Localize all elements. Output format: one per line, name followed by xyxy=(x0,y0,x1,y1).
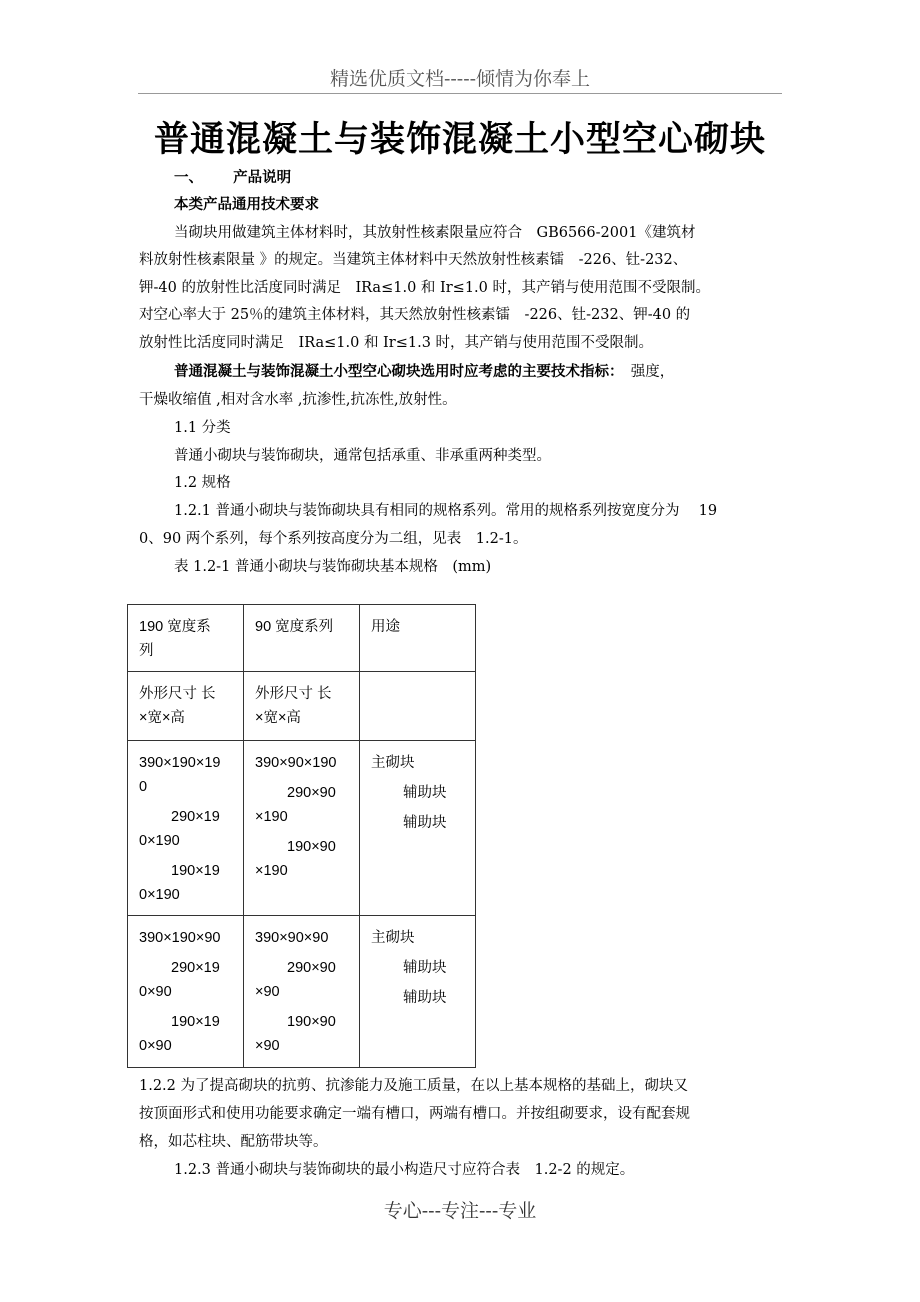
cell-text: 390×190×19 xyxy=(139,755,221,771)
para2-bold: 普通混凝土与装饰混凝土小型空心砌块选用时应考虑的主要技术指标： xyxy=(174,364,617,380)
cell-text: 列 xyxy=(139,643,154,659)
para1-line: 放射性比活度同时满足 IRa≤1.0 和 Ir≤1.3 时，其产销与使用范围不受限制。 xyxy=(139,335,654,351)
cell-text: ×90 xyxy=(255,1038,280,1054)
table-cell xyxy=(244,741,360,916)
cell-text: 辅助块 xyxy=(403,960,447,976)
p123-line: 1.2.3 普通小砌块与装饰砌块的最小构造尺寸应符合表 1.2-2 的规定。 xyxy=(174,1162,635,1178)
p122-line: 1.2.2 为了提高砌块的抗剪、抗渗能力及施工质量，在以上基本规格的基础上，砌块又 xyxy=(139,1078,689,1094)
table-row xyxy=(128,741,476,916)
cell-text: 190 宽度系 xyxy=(139,619,211,635)
cell-text: 190×90 xyxy=(287,839,336,855)
table-cell xyxy=(244,605,360,672)
table-caption: 表 1.2-1 普通小砌块与装饰砌块基本规格 (mm) xyxy=(174,559,492,575)
s11-heading: 1.1 分类 xyxy=(174,420,231,436)
p122-line: 格，如芯柱块、配筋带块等。 xyxy=(139,1134,328,1150)
table-cell xyxy=(128,672,244,741)
table-row xyxy=(128,916,476,1068)
cell-text: 0×190 xyxy=(139,833,180,849)
page-header: 精选优质文档-----倾情为你奉上 xyxy=(329,68,591,90)
s11-text: 普通小砌块与装饰砌块，通常包括承重、非承重两种类型。 xyxy=(174,448,551,464)
cell-text: 辅助块 xyxy=(403,785,447,801)
cell-text: ×90 xyxy=(255,984,280,1000)
para1-line: 对空心率大于 25％的建筑主体材料，其天然放射性核素镭 -226、钍-232、钾-40 的 xyxy=(139,307,691,323)
subheading: 本类产品通用技术要求 xyxy=(174,197,319,213)
cell-text: 290×90 xyxy=(287,785,336,801)
cell-text: 0×90 xyxy=(139,984,172,1000)
cell-text: 390×190×90 xyxy=(139,930,221,946)
p121-line2: 0、90 两个系列，每个系列按高度分为二组，见表 1.2-1。 xyxy=(139,531,528,547)
cell-text: 主砌块 xyxy=(371,930,415,946)
table-cell xyxy=(360,741,476,916)
table-cell xyxy=(360,605,476,672)
para2-line1 xyxy=(174,362,674,382)
s12-heading: 1.2 规格 xyxy=(174,475,231,491)
cell-text: ×190 xyxy=(255,863,288,879)
cell-text: 辅助块 xyxy=(403,815,447,831)
section-number: 一、 xyxy=(174,170,203,186)
cell-text: 90 宽度系列 xyxy=(255,619,334,635)
section-heading xyxy=(174,168,291,188)
table-cell xyxy=(128,741,244,916)
cell-text: 190×90 xyxy=(287,1014,336,1030)
document-title: 普通混凝土与装饰混凝土小型空心砌块 xyxy=(153,119,766,160)
para2-tail: 强度， xyxy=(616,364,675,380)
cell-text: 用途 xyxy=(371,619,400,635)
table-cell xyxy=(128,916,244,1068)
cell-text: 290×90 xyxy=(287,960,336,976)
cell-text: 290×19 xyxy=(171,960,220,976)
cell-text: 190×19 xyxy=(171,1014,220,1030)
para1-line: 料放射性核素限量 》的规定。当建筑主体材料中天然放射性核素镭 -226、钍-232、 xyxy=(139,252,688,268)
para1-line: 当砌块用做建筑主体材料时，其放射性核素限量应符合 GB6566-2001《建筑材 xyxy=(174,225,696,241)
cell-text: ×宽×高 xyxy=(139,710,185,726)
cell-text: 0×190 xyxy=(139,887,180,903)
para2-line2: 干燥收缩值 ,相对含水率 ,抗渗性,抗冻性,放射性。 xyxy=(139,392,457,408)
cell-text: 外形尺寸 长 xyxy=(139,686,216,702)
cell-text: ×190 xyxy=(255,809,288,825)
page-footer: 专心---专注---专业 xyxy=(383,1200,537,1222)
spec-table xyxy=(127,604,476,1068)
cell-text: 390×90×90 xyxy=(255,930,329,946)
header-rule xyxy=(138,93,782,94)
cell-text: 390×90×190 xyxy=(255,755,337,771)
cell-text: 290×19 xyxy=(171,809,220,825)
p121-line1: 1.2.1 普通小砌块与装饰砌块具有相同的规格系列。常用的规格系列按宽度分为 19 xyxy=(174,503,718,519)
cell-text: 主砌块 xyxy=(371,755,415,771)
table-cell xyxy=(244,672,360,741)
cell-text: ×宽×高 xyxy=(255,710,301,726)
para1-line: 钾-40 的放射性比活度同时满足 IRa≤1.0 和 Ir≤1.0 时，其产销与使用范围不受限制。 xyxy=(139,280,710,296)
section-label: 产品说明 xyxy=(233,170,292,186)
table-row xyxy=(128,605,476,672)
cell-text: 0 xyxy=(139,779,148,795)
table-cell xyxy=(360,916,476,1068)
table-cell xyxy=(360,672,476,741)
cell-text: 辅助块 xyxy=(403,990,447,1006)
p122-line: 按顶面形式和使用功能要求确定一端有槽口，两端有槽口。并按组砌要求，设有配套规 xyxy=(139,1106,690,1122)
table-cell xyxy=(244,916,360,1068)
table-row xyxy=(128,672,476,741)
table-cell xyxy=(128,605,244,672)
cell-text: 0×90 xyxy=(139,1038,172,1054)
cell-text: 190×19 xyxy=(171,863,220,879)
cell-text: 外形尺寸 长 xyxy=(255,686,332,702)
